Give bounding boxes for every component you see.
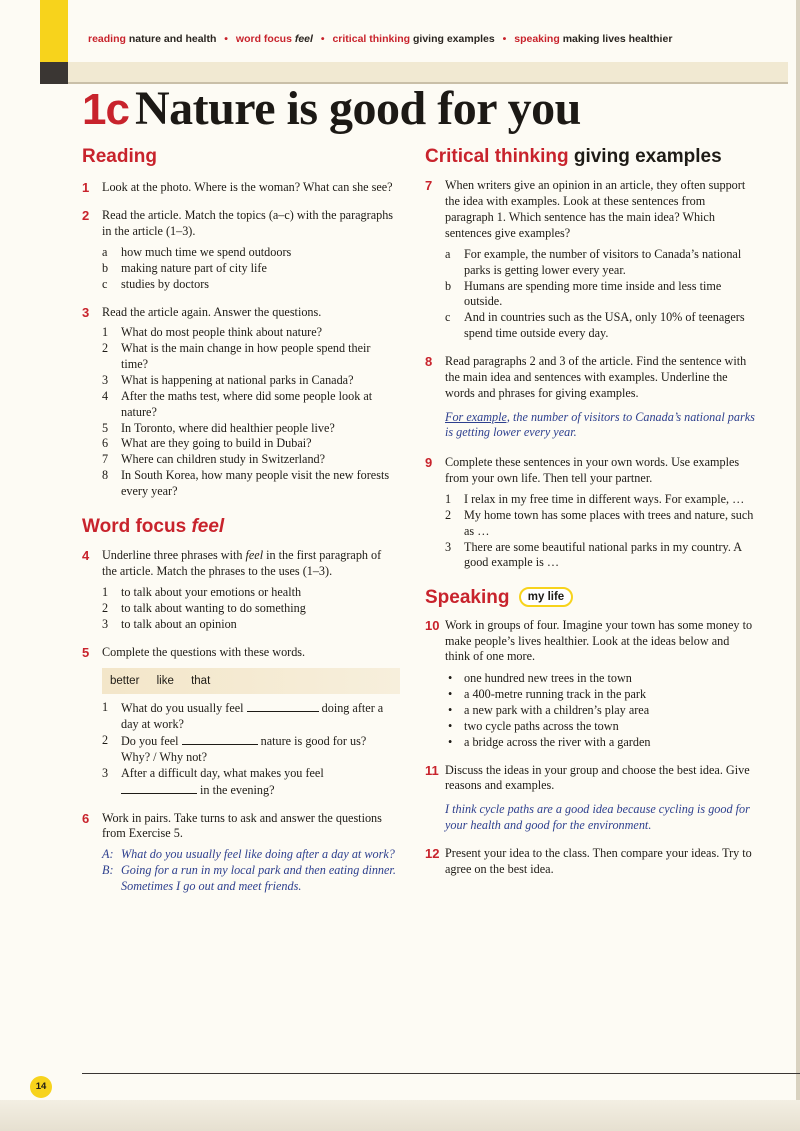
breadcrumb-label: critical thinking [332,33,411,45]
word-box-item: better [110,675,140,688]
dialogue-line [102,847,398,863]
exercise-instruction: Read paragraphs 2 and 3 of the article. Find the sentence with the main idea and sentences with examples. Underline the words and phrases for giving examples. [445,354,747,400]
exercise-instruction: When writers give an opinion in an article, they often support the idea with examples. Look at these sentences from paragraph 1. Which sentence has the main idea? Which sentences give examples? [445,178,746,240]
answer-gap[interactable] [121,782,197,794]
list-item: • two cycle paths across the town [445,719,755,735]
exercise-number: 9 [425,455,433,471]
dialogue-text: Going for a run in my local park and then eating dinner. Sometimes I go out and meet friends. [121,863,396,894]
list-item [102,261,398,277]
exercise-instruction: Work in groups of four. Imagine your town has some money to make people’s lives healthier. Look at the ideas below and think of one more. [445,617,753,664]
item-text: Humans are spending more time inside and less time outside. [464,278,722,309]
list-item: • one hundred new trees in the town [445,671,755,687]
list-item [445,540,755,572]
exercise-instruction: Work in pairs. Take turns to ask and answer the questions from Exercise 5. [102,810,382,841]
exercise-instruction: Read the article. Match the topics (a–c) with the paragraphs in the article (1–3). [102,208,394,239]
answer-gap[interactable] [247,700,319,712]
list-item: • a new park with a children’s play area [445,703,755,719]
speaker-label: A: [102,847,114,862]
list-item [102,277,398,293]
dialogue-text: What do you usually feel like doing after a day at work? [121,847,395,862]
item-text: Where can children study in Switzerland? [121,452,326,467]
exercise-instruction: Complete these sentences in your own words. Use examples from your own life. Then tell your partner. [445,455,740,486]
word-focus-heading-text: Word focus [82,515,187,537]
item-text-cont: doing after a day at work? [121,701,384,732]
exercise-number: 12 [425,846,440,862]
word-box [102,668,400,694]
exercise-instruction: Underline three phrases with [102,548,243,563]
exercise-number: 10 [425,617,440,633]
exercise-number: 8 [425,354,433,369]
item-marker: c [445,310,451,325]
item-marker: 8 [102,468,109,483]
exercise-number: 5 [82,644,90,660]
item-marker: 3 [102,765,109,780]
list-item: • a bridge across the river with a garden [445,735,755,751]
example-rest: the number of visitors to Canada’s national parks is getting lower every year. [445,409,755,440]
item-text: In South Korea, how many people visit the new forests every year? [121,468,390,499]
exercise-instruction: Complete the questions with these words. [102,644,306,659]
item-marker: 2 [102,341,109,356]
item-text: In Toronto, where did healthier people live? [121,420,335,435]
list-item [102,389,398,421]
list-item [445,310,755,342]
item-marker: 1 [445,492,452,507]
left-column [82,146,398,895]
item-text: making nature part of city life [121,260,267,275]
exercise-10 [425,618,755,751]
unit-number: 1c [82,85,129,134]
exercise-number: 6 [82,810,90,826]
uses-list [102,585,398,633]
breadcrumb-label: word focus [235,33,292,45]
breadcrumb-text: nature and health [128,33,217,45]
ideas-list [445,671,755,750]
exercise-11 [425,763,755,834]
item-text: to talk about an opinion [121,616,237,631]
item-text: to talk about wanting to do something [121,600,306,615]
dialogue [102,847,398,895]
footer-rule [82,1073,800,1074]
list-item [102,766,398,799]
breadcrumb [88,33,788,45]
item-text: What do you usually feel [121,701,244,716]
list-item [102,601,398,617]
word-focus-heading [82,516,398,538]
list-item [102,245,398,261]
example-sentence [445,410,755,442]
item-text: to talk about your emotions or health [121,585,302,599]
list-item [445,247,755,279]
item-marker: 4 [102,388,109,403]
exercise-9 [425,455,755,571]
item-marker: 6 [102,436,109,451]
sentence-list [445,247,755,342]
exercise-6 [82,811,398,895]
item-marker: 3 [102,373,109,387]
header-band [68,62,788,84]
breadcrumb-text: giving examples [413,33,495,45]
item-text: And in countries such as the USA, only 10% of teenagers spend time outside every day. [464,310,745,341]
item-marker: 3 [102,616,109,631]
exercise-number: 1 [82,180,90,196]
exercise-instruction: Read the article again. Answer the questions. [102,304,322,319]
item-text: What is happening at national parks in Canada? [121,373,354,387]
breadcrumb-text: feel [294,33,313,45]
list-item [102,617,398,633]
item-marker: b [102,260,109,275]
exercise-instruction: Present your idea to the class. Then compare your ideas. Try to agree on the best idea. [445,846,752,876]
breadcrumb-text: making lives healthier [562,33,673,45]
list-item [102,733,398,766]
exercise-5 [82,645,398,661]
example-underlined: For example, [445,409,510,424]
critical-thinking-heading-red: Critical thinking [425,146,569,167]
item-marker: 1 [102,325,109,340]
page-edge [796,0,800,1131]
speaking-heading [425,587,755,609]
reading-heading: Reading [82,146,157,167]
critical-thinking-heading-dark: giving examples [573,146,722,167]
list-item [102,436,398,452]
gap-fill-list [102,700,398,798]
list-item [102,373,398,389]
example-sentence: I think cycle paths are a good idea because cycling is good for your health and good for the environment. [445,802,750,833]
item-text: What do most people think about nature? [121,325,323,340]
question-list [102,325,398,499]
item-text: After a difficult day, what makes you feel [121,765,324,780]
item-marker: b [445,278,452,293]
exercise-number: 7 [425,178,433,194]
item-text: Do you feel [121,734,179,749]
list-item [102,325,398,341]
exercise-instruction: Discuss the ideas in your group and choose the best idea. Give reasons and examples. [445,762,750,793]
exercise-number: 2 [82,208,90,224]
breadcrumb-label: speaking [514,33,560,45]
right-column [425,146,755,878]
exercise-3 [82,305,398,500]
dialogue-line [102,863,398,895]
word-box-item: that [191,675,211,688]
item-marker: 3 [445,539,452,554]
breadcrumb-separator: • [224,33,228,45]
list-item [102,700,398,733]
list-item [102,341,398,373]
exercise-7 [425,178,755,342]
exercise-8 [425,354,755,441]
dark-corner-tab [40,62,68,84]
list-item [102,452,398,468]
exercise-2 [82,208,398,292]
list-item [445,492,755,508]
my-life-badge: my life [519,587,573,607]
item-marker: a [445,246,451,261]
exercise-number: 3 [82,304,90,320]
item-text: What are they going to build in Dubai? [121,436,312,451]
breadcrumb-separator: • [320,33,325,45]
exercise-number: 4 [82,548,90,564]
item-text: After the maths test, where did some people look at nature? [121,388,373,419]
list-item: • a 400-metre running track in the park [445,687,755,703]
topic-list [102,245,398,293]
word-focus-heading-word: feel [191,515,225,537]
item-text: I relax in my free time in different ways. For example, … [464,492,745,507]
unit-title-text: Nature is good for you [134,82,581,135]
item-text: how much time we spend outdoors [121,244,292,259]
exercise-1 [82,180,398,196]
item-marker: a [102,244,108,259]
item-text-cont: in the evening? [200,782,275,797]
exercise-instruction: Look at the photo. Where is the woman? What can she see? [102,180,393,195]
item-text-cont: nature is good for us? Why? / Why not? [121,734,367,765]
item-text: What is the main change in how people spend their time? [121,341,371,372]
item-marker: 5 [102,420,109,435]
exercise-4 [82,548,398,632]
speaker-label: B: [102,863,114,878]
item-marker: c [102,276,108,291]
item-text: My home town has some places with trees and nature, such as … [464,507,754,538]
page-number: 14 [30,1076,52,1098]
exercise-12 [425,846,755,878]
speaking-heading-text: Speaking [425,587,510,609]
sentence-starters [445,492,755,571]
item-text: There are some beautiful national parks in my country. A good example is … [464,539,742,570]
list-item [445,279,755,311]
list-item [102,585,398,601]
word-box-item: like [156,675,174,688]
breadcrumb-label: reading [88,33,126,45]
exercise-keyword: feel [245,548,264,563]
list-item [445,508,755,540]
item-marker: 1 [102,585,109,599]
page-title [82,82,581,135]
list-item [102,468,398,500]
answer-gap[interactable] [182,733,258,745]
exercise-5-questions [82,700,398,798]
critical-thinking-heading [425,146,755,168]
exercise-number: 11 [425,762,439,778]
item-marker: 2 [445,507,452,522]
item-text: For example, the number of visitors to Canada’s national parks is getting lower every year. [464,246,742,277]
exercise-instruction-cont: in the first paragraph of the article. Match the phrases to the uses (1–3). [102,548,382,579]
page-bottom-shade [0,1100,800,1131]
item-marker: 2 [102,733,109,748]
item-marker: 7 [102,452,109,467]
list-item [102,421,398,437]
item-marker: 1 [102,700,109,715]
yellow-corner-tab [40,0,68,62]
item-text: studies by doctors [121,276,210,291]
item-marker: 2 [102,600,109,615]
breadcrumb-separator: • [502,33,507,45]
